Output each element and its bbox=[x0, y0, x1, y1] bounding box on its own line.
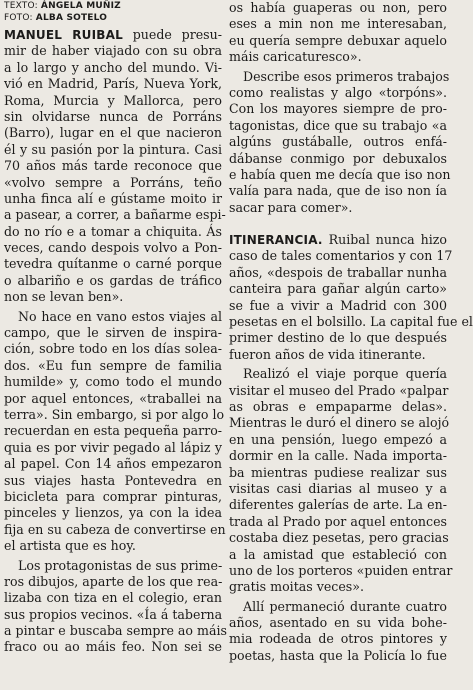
text-line: MANUEL RUIBAL puede presu- bbox=[4, 27, 222, 42]
text-line: a pasear, a correr, a bañarme espi- bbox=[4, 207, 226, 223]
text-line: lizaba con tiza en el colegio, eran bbox=[4, 590, 222, 606]
text-line: dos. «Eu fun sempre de familia bbox=[4, 357, 222, 373]
text-line: mia rodeada de otros pintores y bbox=[229, 631, 447, 647]
text-line: como realistas y algo «torpóns». bbox=[229, 84, 447, 100]
text-line: No hace en vano estos viajes al bbox=[18, 308, 222, 324]
text-line: tevedra quítanme o carné porque bbox=[4, 256, 222, 272]
right-column bbox=[229, 0, 473, 690]
text-line: diferentes galerías de arte. La en- bbox=[229, 497, 447, 513]
text-line: al papel. Con 14 años empezaron bbox=[4, 456, 222, 472]
text-line: os había guaperas ou non, pero bbox=[229, 0, 447, 15]
section-gap bbox=[229, 219, 447, 232]
text-line: años, «despois de traballar nunha bbox=[229, 264, 447, 280]
text-credit bbox=[4, 0, 222, 12]
text-line: por aquel entonces, «traballei na bbox=[4, 390, 222, 406]
paragraph bbox=[229, 0, 447, 66]
text-line: a la amistad que estableció con bbox=[229, 546, 447, 562]
text-line: algúns gustáballe, outros enfá- bbox=[229, 134, 447, 150]
text-line: recuerdan en esta pequeña parro- bbox=[4, 423, 223, 439]
text-line: se fue a vivir a Madrid con 300 bbox=[229, 297, 447, 313]
text-line: Allí permaneció durante cuatro bbox=[243, 598, 447, 614]
text-line: quia es por vivir pegado al lápiz y bbox=[4, 439, 222, 455]
byline bbox=[4, 0, 222, 24]
text-line: gratis moitas veces». bbox=[229, 579, 364, 595]
text-line: pinceles y lienzos, ya con la idea bbox=[4, 505, 222, 521]
text-line: eses a min non me interesaban, bbox=[229, 16, 447, 32]
text-line: campo, que le sirven de inspira- bbox=[4, 325, 222, 341]
text-line: eu quería sempre debuxar aquelo bbox=[229, 32, 447, 48]
text-line: fueron años de vida itinerante. bbox=[229, 346, 426, 362]
photo-credit-author: ALBA SOTELO bbox=[35, 13, 108, 23]
text-line: Roma, Murcia y Mallorca, pero bbox=[4, 92, 222, 108]
text-line: tagonistas, dice que su trabajo «a bbox=[229, 117, 447, 133]
text-line: dábanse conmigo por debuxalos bbox=[229, 150, 447, 166]
text-credit-author: ÁNGELA MUÑIZ bbox=[40, 1, 121, 11]
text-line: ba mientras pudiese realizar sus bbox=[229, 464, 447, 480]
text-line: non se levan ben». bbox=[4, 289, 124, 305]
text-line: terra». Sin embargo, si por algo lo bbox=[4, 406, 225, 422]
text-line: años, asentado en su vida bohe- bbox=[229, 615, 447, 631]
text-line: a lo largo y ancho del mundo. Vi- bbox=[4, 59, 222, 75]
text-line: uno de los porteros «puiden entrar bbox=[229, 562, 453, 578]
text-line: Mientras le duró el dinero se alojó bbox=[229, 415, 450, 431]
paragraph bbox=[4, 27, 226, 306]
section-lead-in: ITINERANCIA. bbox=[229, 233, 323, 248]
photo-credit-label: FOTO: bbox=[4, 13, 33, 23]
text-line: o albariño e os gardas de tráfico bbox=[4, 272, 222, 288]
paragraph bbox=[229, 366, 453, 595]
text-line: veces, cando despois volvo a Pon- bbox=[4, 240, 222, 256]
lead-in: MANUEL RUIBAL bbox=[4, 28, 123, 42]
text-line: e había quen me decía que iso non bbox=[229, 166, 451, 182]
text-line: vió en Madrid, París, Nueva York, bbox=[4, 76, 222, 92]
text-line: ITINERANCIA. Ruibal nunca hizo bbox=[229, 232, 447, 248]
paragraph bbox=[4, 308, 226, 555]
text-line: fraco ou ao máis feo. Non sei se bbox=[4, 639, 222, 655]
paragraph bbox=[229, 68, 451, 217]
text-line: as obras e empaparme delas». bbox=[229, 398, 447, 414]
text-line: poetas, hasta que la Policía lo fue bbox=[229, 647, 447, 663]
text-line: sacar para comer». bbox=[229, 199, 353, 215]
text-line: a pintar e buscaba sempre ao máis bbox=[4, 623, 227, 639]
text-line: dormir en la calle. Nada importa- bbox=[229, 448, 447, 464]
paragraph bbox=[229, 599, 447, 665]
text-line: trada al Prado por aquel entonces bbox=[229, 513, 447, 529]
text-line: Describe esos primeros trabajos bbox=[243, 68, 450, 84]
text-line: costaba diez pesetas, pero gracias bbox=[229, 530, 449, 546]
text-line: 70 años más tarde reconoce que bbox=[4, 158, 222, 174]
text-line: máis caricaturesco». bbox=[229, 49, 362, 65]
text-line: mir de haber viajado con su obra bbox=[4, 43, 222, 59]
text-line: pesetas en el bolsillo. La capital fue el bbox=[229, 314, 473, 330]
text-line: «volvo sempre a Porráns, teño bbox=[4, 174, 222, 190]
text-line: él y su pasión por la pintura. Casi bbox=[4, 141, 222, 157]
text-line: ción, sobre todo en los días solea- bbox=[4, 341, 222, 357]
photo-credit bbox=[4, 12, 222, 24]
text-line: bicicleta para comprar pinturas, bbox=[4, 488, 222, 504]
text-line: en una pensión, luego empezó a bbox=[229, 431, 447, 447]
paragraph bbox=[229, 232, 473, 363]
paragraph bbox=[4, 557, 227, 656]
text-line: visitas casi diarias al museo y a bbox=[229, 480, 447, 496]
text-line: Con los mayores siempre de pro- bbox=[229, 101, 447, 117]
text-line: ros dibujos, aparte de los que rea- bbox=[4, 573, 223, 589]
text-line: sus propios vecinos. «Ía á taberna bbox=[4, 606, 223, 622]
text-line: sus viajes hasta Pontevedra en bbox=[4, 472, 222, 488]
left-column bbox=[4, 0, 227, 690]
text-line: visitar el museo del Prado «palpar bbox=[229, 382, 449, 398]
text-line: unha finca alí e gústame moito ir bbox=[4, 190, 222, 206]
text-line: Realizó el viaje porque quería bbox=[243, 366, 447, 382]
text-line: (Barro), lugar en el que nacieron bbox=[4, 125, 222, 141]
text-line: humilde» y, como todo el mundo bbox=[4, 374, 222, 390]
text-line: primer destino de lo que después bbox=[229, 330, 447, 346]
text-line: canteira para gañar algún carto» bbox=[229, 281, 447, 297]
text-line: valía para nada, que de iso non ía bbox=[229, 183, 447, 199]
text-line: sin olvidarse nunca de Porráns bbox=[4, 108, 222, 124]
text-line: caso de tales comentarios y con 17 bbox=[229, 248, 453, 264]
text-line: el artista que es hoy. bbox=[4, 538, 136, 554]
text-line: fija en su cabeza de convertirse en bbox=[4, 521, 226, 537]
text-line: do no río e a tomar a chiquita. Ás bbox=[4, 223, 222, 239]
text-line: Los protagonistas de sus prime- bbox=[18, 557, 223, 573]
text-credit-label: TEXTO: bbox=[4, 1, 38, 11]
